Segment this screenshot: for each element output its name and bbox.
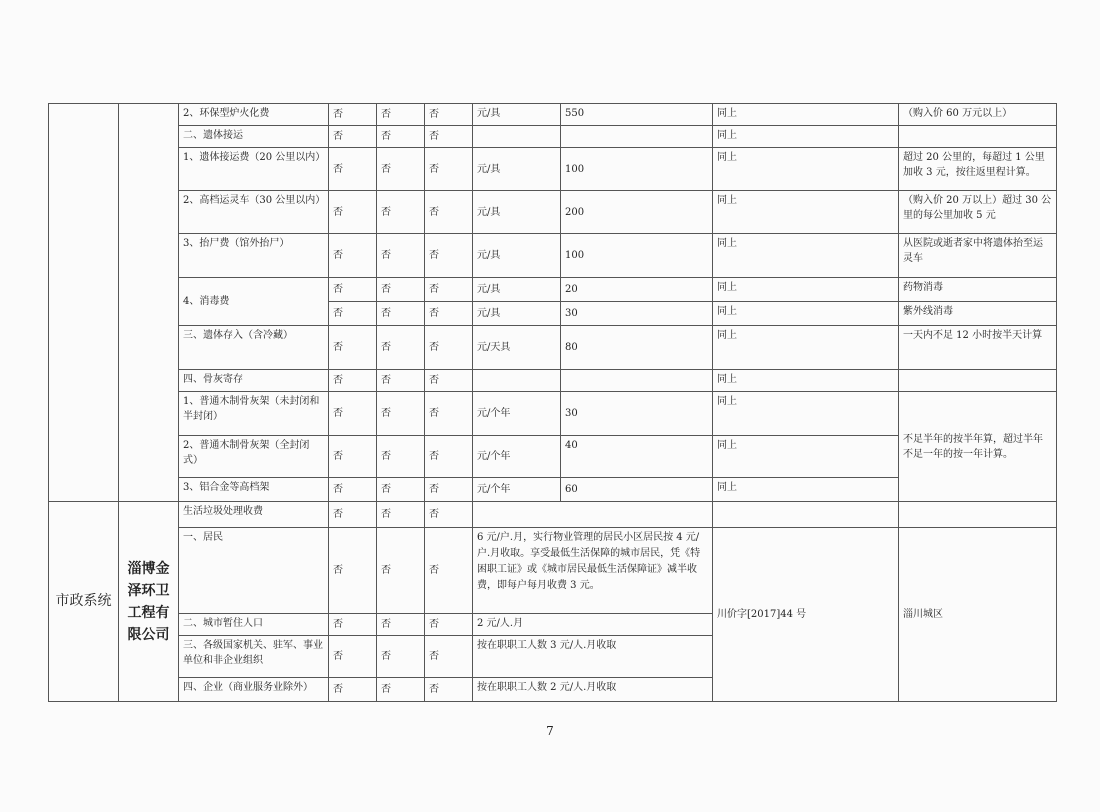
flag-cell: 否	[425, 126, 473, 148]
flag-cell: 否	[329, 234, 377, 278]
note-cell: 一天内不足 12 小时按半天计算	[899, 326, 1057, 370]
price-cell: 550	[561, 104, 713, 126]
table-row	[49, 148, 1057, 191]
price-cell: 40	[561, 436, 713, 478]
flag-cell: 否	[425, 614, 473, 636]
note-cell	[899, 370, 1057, 392]
flag-cell: 否	[329, 636, 377, 678]
organization-cell-blank	[119, 104, 179, 502]
basis-cell: 同上	[713, 370, 899, 392]
note-cell: 不足半年的按半年算，超过半年不足一年的按一年计算。	[899, 392, 1057, 502]
table-row	[49, 528, 1057, 614]
price-cell	[561, 370, 713, 392]
item-cell: 1、遗体接运费（20 公里以内）	[179, 148, 329, 191]
item-cell: 生活垃圾处理收费	[179, 502, 329, 528]
item-cell: 三、各级国家机关、驻军、事业单位和非企业组织	[179, 636, 329, 678]
item-cell: 四、骨灰寄存	[179, 370, 329, 392]
unit-cell: 元/个年	[473, 478, 561, 502]
flag-cell: 否	[329, 278, 377, 302]
flag-cell: 否	[329, 326, 377, 370]
basis-cell: 同上	[713, 278, 899, 302]
flag-cell: 否	[329, 478, 377, 502]
price-cell: 200	[561, 191, 713, 234]
item-cell: 2、环保型炉火化费	[179, 104, 329, 126]
table-row	[49, 126, 1057, 148]
table-row	[49, 278, 1057, 302]
flag-cell: 否	[329, 370, 377, 392]
flag-cell: 否	[425, 191, 473, 234]
price-cell: 60	[561, 478, 713, 502]
flag-cell: 否	[329, 392, 377, 436]
item-cell: 三、遗体存入（含冷藏）	[179, 326, 329, 370]
flag-cell: 否	[377, 234, 425, 278]
basis-cell: 同上	[713, 126, 899, 148]
basis-cell: 同上	[713, 148, 899, 191]
price-cell: 30	[561, 302, 713, 326]
note-cell: 淄川城区	[899, 528, 1057, 702]
table-row	[49, 104, 1057, 126]
flag-cell: 否	[377, 191, 425, 234]
item-cell: 3、抬尸费（馆外抬尸）	[179, 234, 329, 278]
flag-cell: 否	[377, 302, 425, 326]
flag-cell: 否	[329, 126, 377, 148]
note-cell	[899, 502, 1057, 528]
price-cell: 20	[561, 278, 713, 302]
standard-cell: 按在职职工人数 2 元/人.月收取	[473, 678, 713, 702]
note-cell: （购入价 20 万以上）超过 30 公里的每公里加收 5 元	[899, 191, 1057, 234]
standard-cell	[473, 502, 713, 528]
flag-cell: 否	[425, 234, 473, 278]
basis-cell: 同上	[713, 302, 899, 326]
flag-cell: 否	[377, 502, 425, 528]
page-number: 7	[546, 724, 554, 738]
note-cell	[899, 126, 1057, 148]
note-cell: 药物消毒	[899, 278, 1057, 302]
flag-cell: 否	[425, 370, 473, 392]
category-cell: 市政系统	[49, 502, 119, 702]
unit-cell: 元/个年	[473, 436, 561, 478]
note-cell: 从医院或逝者家中将遗体抬至运灵车	[899, 234, 1057, 278]
note-cell: 超过 20 公里的，每超过 1 公里加收 3 元，按往返里程计算。	[899, 148, 1057, 191]
flag-cell: 否	[329, 191, 377, 234]
item-cell: 2、高档运灵车（30 公里以内）	[179, 191, 329, 234]
flag-cell: 否	[377, 478, 425, 502]
table-row	[49, 502, 1057, 528]
flag-cell: 否	[377, 148, 425, 191]
basis-cell: 同上	[713, 326, 899, 370]
flag-cell: 否	[329, 678, 377, 702]
unit-cell: 元/具	[473, 148, 561, 191]
flag-cell: 否	[377, 528, 425, 614]
table-row	[49, 370, 1057, 392]
basis-cell: 同上	[713, 478, 899, 502]
basis-cell	[713, 502, 899, 528]
unit-cell	[473, 126, 561, 148]
item-cell: 二、遗体接运	[179, 126, 329, 148]
price-cell: 100	[561, 148, 713, 191]
item-cell: 2、普通木制骨灰架（全封闭式）	[179, 436, 329, 478]
flag-cell: 否	[425, 478, 473, 502]
price-cell: 30	[561, 392, 713, 436]
unit-cell: 元/天具	[473, 326, 561, 370]
fee-table	[48, 103, 1057, 702]
table-row	[49, 234, 1057, 278]
flag-cell: 否	[425, 326, 473, 370]
basis-cell: 同上	[713, 191, 899, 234]
flag-cell: 否	[377, 436, 425, 478]
basis-cell: 同上	[713, 436, 899, 478]
flag-cell: 否	[425, 636, 473, 678]
unit-cell: 元/个年	[473, 392, 561, 436]
flag-cell: 否	[377, 636, 425, 678]
flag-cell: 否	[377, 392, 425, 436]
flag-cell: 否	[377, 370, 425, 392]
basis-cell: 同上	[713, 234, 899, 278]
table-row	[49, 326, 1057, 370]
flag-cell: 否	[329, 436, 377, 478]
basis-cell: 同上	[713, 392, 899, 436]
flag-cell: 否	[329, 148, 377, 191]
note-cell: 紫外线消毒	[899, 302, 1057, 326]
flag-cell: 否	[425, 678, 473, 702]
note-cell: （购入价 60 万元以上）	[899, 104, 1057, 126]
flag-cell: 否	[329, 528, 377, 614]
item-cell: 3、铝合金等高档架	[179, 478, 329, 502]
unit-cell: 元/具	[473, 191, 561, 234]
flag-cell: 否	[377, 104, 425, 126]
item-cell: 1、普通木制骨灰架（未封闭和半封闭）	[179, 392, 329, 436]
organization-cell: 淄博金泽环卫工程有限公司	[119, 502, 179, 702]
table-row	[49, 392, 1057, 436]
flag-cell: 否	[425, 502, 473, 528]
flag-cell: 否	[377, 126, 425, 148]
basis-cell: 同上	[713, 104, 899, 126]
flag-cell: 否	[425, 148, 473, 191]
unit-cell: 元/具	[473, 278, 561, 302]
flag-cell: 否	[425, 104, 473, 126]
flag-cell: 否	[377, 614, 425, 636]
item-cell: 4、消毒费	[179, 278, 329, 326]
price-cell: 100	[561, 234, 713, 278]
item-cell: 一、居民	[179, 528, 329, 614]
unit-cell: 元/具	[473, 104, 561, 126]
flag-cell: 否	[329, 502, 377, 528]
flag-cell: 否	[425, 278, 473, 302]
flag-cell: 否	[329, 104, 377, 126]
flag-cell: 否	[377, 678, 425, 702]
flag-cell: 否	[377, 326, 425, 370]
flag-cell: 否	[425, 436, 473, 478]
price-cell: 80	[561, 326, 713, 370]
unit-cell	[473, 370, 561, 392]
table-row	[49, 191, 1057, 234]
category-cell-blank	[49, 104, 119, 502]
flag-cell: 否	[329, 302, 377, 326]
basis-cell: 川价字[2017]44 号	[713, 528, 899, 702]
standard-cell: 2 元/人.月	[473, 614, 713, 636]
flag-cell: 否	[425, 302, 473, 326]
flag-cell: 否	[425, 528, 473, 614]
standard-cell: 6 元/户.月，实行物业管理的居民小区居民按 4 元/户.月收取。享受最低生活保障的城市居民，凭《特困职工证》或《城市居民最低生活保障证》减半收费，即每户每月收费 3 元。	[473, 528, 713, 614]
price-cell	[561, 126, 713, 148]
flag-cell: 否	[425, 392, 473, 436]
unit-cell: 元/具	[473, 302, 561, 326]
flag-cell: 否	[377, 278, 425, 302]
standard-cell: 按在职职工人数 3 元/人.月收取	[473, 636, 713, 678]
flag-cell: 否	[329, 614, 377, 636]
item-cell: 二、城市暂住人口	[179, 614, 329, 636]
item-cell: 四、企业（商业服务业除外）	[179, 678, 329, 702]
unit-cell: 元/具	[473, 234, 561, 278]
